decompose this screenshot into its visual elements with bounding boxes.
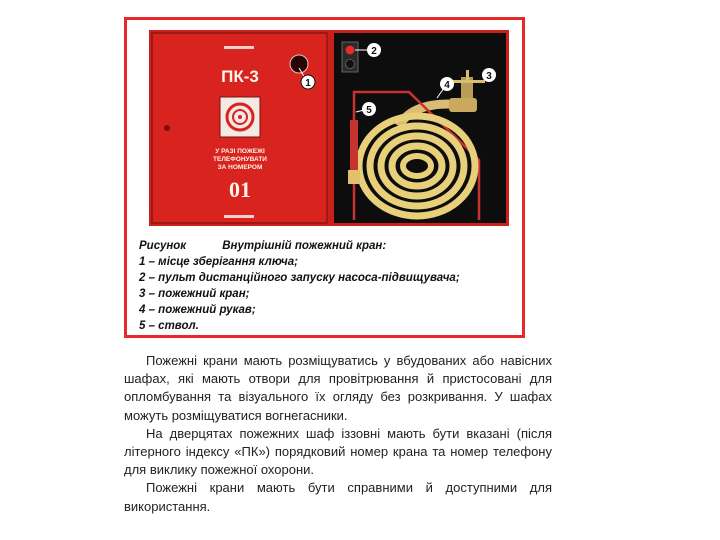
door-handle: [164, 125, 170, 131]
caption-item: 1 – місце зберігання ключа;: [139, 256, 298, 268]
hose-reel-sign: [220, 97, 260, 137]
svg-text:4: 4: [444, 80, 450, 91]
caption-item: 4 – пожежний рукав;: [139, 304, 256, 316]
svg-text:3: 3: [486, 71, 492, 82]
caption-item: 2 – пульт дистанційного запуску насоса-підвищувача;: [139, 272, 460, 284]
paragraph: Пожежні крани мають бути справними й доступними для використання.: [124, 480, 552, 514]
svg-text:ЗА НОМЕРОМ: ЗА НОМЕРОМ: [217, 164, 263, 171]
caption-item: 3 – пожежний кран;: [139, 288, 250, 300]
cabinet-label: ПК-3: [221, 67, 259, 86]
key-storage-icon: [290, 55, 308, 73]
paragraph: Пожежні крани мають розміщуватись у вбудованих або навісних шафах, які мають отвори для провітрювання й пристосовані для опломбування та візуального їх огляду без розкривання. У шафах можуть розміщуватися вогнегасники.: [124, 353, 552, 423]
fire-hydrant-illustration: [149, 30, 509, 226]
caption-item: 5 – ствол.: [139, 320, 199, 332]
svg-text:У РАЗІ ПОЖЕЖІ: У РАЗІ ПОЖЕЖІ: [215, 148, 265, 155]
svg-text:5: 5: [366, 105, 372, 116]
caption-title: Внутрішній пожежний кран:: [222, 240, 387, 252]
figure-frame: [124, 17, 525, 338]
phone-number: 01: [229, 177, 251, 202]
cabinet-interior: [334, 33, 506, 223]
caption-label: Рисунок: [139, 240, 187, 252]
svg-text:ТЕЛЕФОНУВАТИ: ТЕЛЕФОНУВАТИ: [213, 156, 267, 163]
svg-text:1: 1: [305, 78, 311, 89]
paragraph: На дверцятах пожежних шаф іззовні мають бути вказані (після літерного індексу «ПК») порядковий номер крана та номер телефону для виклику пожежної охорони.: [124, 425, 552, 478]
body-text: [124, 352, 552, 516]
figure-caption: [139, 238, 519, 334]
cabinet-door: [152, 33, 327, 223]
svg-text:2: 2: [371, 46, 377, 57]
